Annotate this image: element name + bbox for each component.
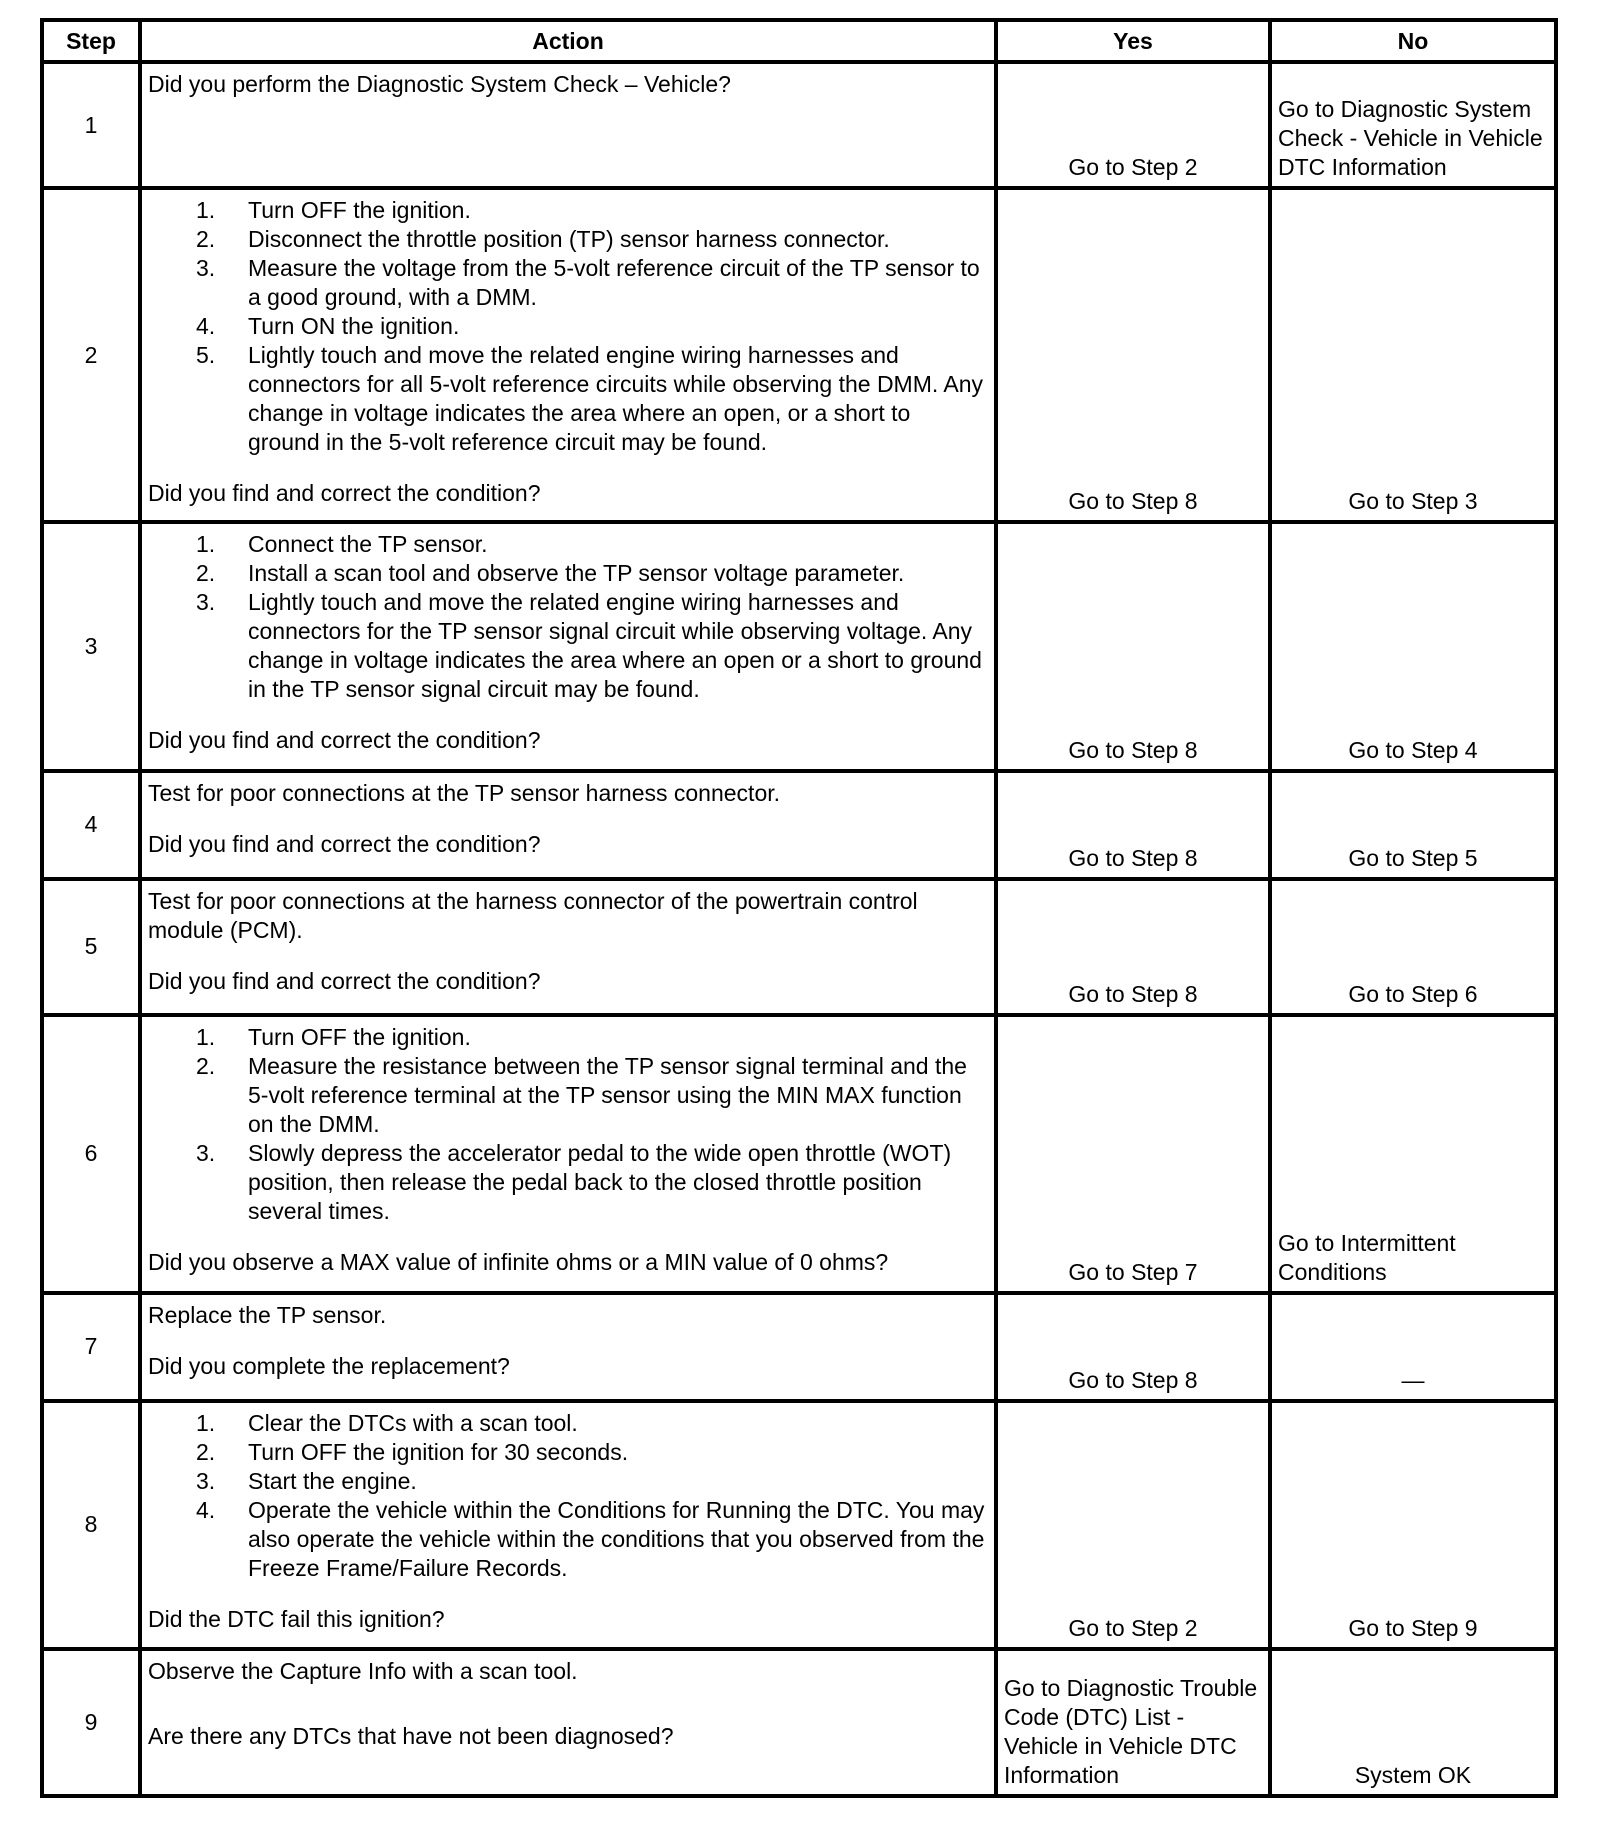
action-step-item: [196, 559, 986, 588]
action-step-item: [196, 1052, 986, 1139]
action-intro: Observe the Capture Info with a scan tool.: [148, 1657, 578, 1684]
action-step-number: 1.: [196, 530, 216, 557]
no-result: Go to Step 5: [1270, 771, 1556, 879]
action-step-number: 4.: [196, 1496, 216, 1523]
yes-result: Go to Step 2: [996, 62, 1270, 188]
action-cell: [140, 879, 996, 1015]
action-step-number: 3.: [196, 1139, 216, 1166]
action-step-item: [196, 1023, 986, 1052]
header-action: Action: [140, 20, 996, 62]
action-steps-list: [148, 1023, 986, 1226]
action-step-text: Turn OFF the ignition.: [248, 197, 471, 224]
action-step-item: [196, 196, 986, 225]
yes-result: Go to Step 8: [996, 879, 1270, 1015]
yes-result: Go to Step 7: [996, 1015, 1270, 1293]
action-step-item: [196, 312, 986, 341]
action-step-number: 1.: [196, 1409, 216, 1436]
action-step-item: [196, 1139, 986, 1226]
action-step-number: 2.: [196, 559, 216, 586]
action-step-text: Start the engine.: [248, 1467, 417, 1494]
action-step-item: [196, 530, 986, 559]
table-body: [42, 62, 1556, 1796]
action-step-number: 3.: [196, 255, 216, 282]
action-steps-list: [148, 530, 986, 704]
action-question: Did you complete the replacement?: [148, 1352, 510, 1379]
action-question: Did you find and correct the condition?: [148, 967, 541, 994]
action-step-text: Lightly touch and move the related engine wiring harnesses and connectors for all 5-volt reference circuits while observing the DMM. Any change in voltage indicates the area where an open, or a short to ground in the 5-volt reference circuit may be found.: [248, 342, 984, 456]
table-row: [42, 879, 1556, 1015]
yes-result: Go to Diagnostic Trouble Code (DTC) List - Vehicle in Vehicle DTC Information: [996, 1649, 1270, 1796]
action-step-text: Connect the TP sensor.: [248, 530, 488, 557]
yes-result: Go to Step 8: [996, 771, 1270, 879]
table-row: [42, 1649, 1556, 1796]
table-row: [42, 188, 1556, 521]
action-step-number: 2.: [196, 1438, 216, 1465]
action-cell: [140, 62, 996, 188]
action-cell: [140, 188, 996, 521]
no-result: Go to Step 4: [1270, 522, 1556, 771]
action-cell: [140, 1015, 996, 1293]
action-question: Did the DTC fail this ignition?: [148, 1605, 445, 1632]
action-cell: [140, 1293, 996, 1401]
action-step-number: 5.: [196, 342, 216, 369]
action-step-text: Disconnect the throttle position (TP) sensor harness connector.: [248, 226, 890, 253]
action-step-text: Measure the resistance between the TP sensor signal terminal and the 5-volt reference terminal at the TP sensor using the MIN MAX function on the DMM.: [248, 1052, 967, 1137]
header-yes: Yes: [996, 20, 1270, 62]
action-question: Did you find and correct the condition?: [148, 480, 541, 507]
yes-result: Go to Step 2: [996, 1401, 1270, 1649]
header-step: Step: [42, 20, 140, 62]
no-result: —: [1270, 1293, 1556, 1401]
action-step-item: [196, 588, 986, 704]
action-intro: Did you perform the Diagnostic System Check – Vehicle?: [148, 71, 731, 97]
yes-result: Go to Step 8: [996, 522, 1270, 771]
action-step-text: Install a scan tool and observe the TP sensor voltage parameter.: [248, 559, 905, 586]
action-question: Are there any DTCs that have not been diagnosed?: [148, 1722, 674, 1749]
no-result: Go to Step 9: [1270, 1401, 1556, 1649]
table-row: [42, 522, 1556, 771]
action-question: Did you observe a MAX value of infinite ohms or a MIN value of 0 ohms?: [148, 1248, 889, 1275]
header-row: [42, 20, 1556, 62]
table-row: [42, 1015, 1556, 1293]
action-intro: Test for poor connections at the TP sensor harness connector.: [148, 779, 781, 806]
action-cell: [140, 771, 996, 879]
action-step-item: [196, 1496, 986, 1583]
action-cell: [140, 1649, 996, 1796]
action-step-text: Turn ON the ignition.: [248, 313, 460, 340]
table-row: [42, 771, 1556, 879]
action-intro: Replace the TP sensor.: [148, 1301, 387, 1328]
step-number: 6: [42, 1015, 140, 1293]
action-step-text: Operate the vehicle within the Conditions for Running the DTC. You may also operate the vehicle within the conditions that you observed from the Freeze Frame/Failure Records.: [248, 1496, 985, 1581]
step-number: 9: [42, 1649, 140, 1796]
action-step-item: [196, 1409, 986, 1438]
no-result: System OK: [1270, 1649, 1556, 1796]
step-number: 5: [42, 879, 140, 1015]
header-no: No: [1270, 20, 1556, 62]
step-number: 7: [42, 1293, 140, 1401]
action-cell: [140, 522, 996, 771]
action-step-item: [196, 1467, 986, 1496]
action-step-text: Turn OFF the ignition.: [248, 1023, 471, 1050]
no-result: Go to Step 6: [1270, 879, 1556, 1015]
action-step-number: 4.: [196, 313, 216, 340]
action-step-item: [196, 1438, 986, 1467]
no-result: Go to Diagnostic System Check - Vehicle in Vehicle DTC Information: [1270, 62, 1556, 188]
table-row: [42, 1293, 1556, 1401]
action-step-text: Measure the voltage from the 5-volt reference circuit of the TP sensor to a good ground, with a DMM.: [248, 255, 980, 311]
action-steps-list: [148, 1409, 986, 1583]
action-step-number: 1.: [196, 1023, 216, 1050]
step-number: 4: [42, 771, 140, 879]
step-number: 3: [42, 522, 140, 771]
action-step-text: Slowly depress the accelerator pedal to the wide open throttle (WOT) position, then release the pedal back to the closed throttle position several times.: [248, 1139, 952, 1224]
action-question: Did you find and correct the condition?: [148, 726, 541, 753]
action-step-item: [196, 225, 986, 254]
action-step-number: 2.: [196, 226, 216, 253]
action-step-number: 2.: [196, 1052, 216, 1079]
no-result: Go to Intermittent Conditions: [1270, 1015, 1556, 1293]
action-step-item: [196, 341, 986, 457]
action-step-number: 1.: [196, 197, 216, 224]
step-number: 1: [42, 62, 140, 188]
action-step-number: 3.: [196, 588, 216, 615]
action-question: Did you find and correct the condition?: [148, 830, 541, 857]
table-row: [42, 1401, 1556, 1649]
action-step-text: Clear the DTCs with a scan tool.: [248, 1409, 578, 1436]
action-intro: Test for poor connections at the harness connector of the powertrain control module (PCM).: [148, 887, 918, 943]
step-number: 2: [42, 188, 140, 521]
action-step-text: Turn OFF the ignition for 30 seconds.: [248, 1438, 629, 1465]
yes-result: Go to Step 8: [996, 188, 1270, 521]
action-cell: [140, 1401, 996, 1649]
action-step-text: Lightly touch and move the related engine wiring harnesses and connectors for the TP sensor signal circuit while observing voltage. Any change in voltage indicates the area where an open or a short to ground in the TP sensor signal circuit may be found.: [248, 588, 982, 702]
no-result: Go to Step 3: [1270, 188, 1556, 521]
yes-result: Go to Step 8: [996, 1293, 1270, 1401]
diagnostic-table: [40, 18, 1558, 1798]
action-steps-list: [148, 196, 986, 457]
step-number: 8: [42, 1401, 140, 1649]
table-row: [42, 62, 1556, 188]
action-step-number: 3.: [196, 1467, 216, 1494]
action-step-item: [196, 254, 986, 312]
